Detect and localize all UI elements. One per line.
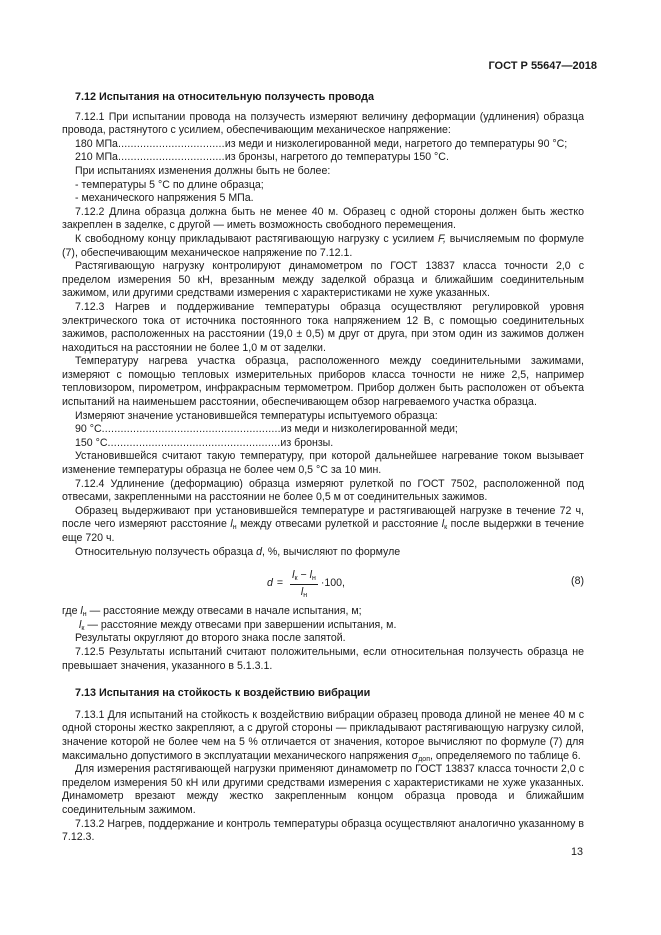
leader-line: 90 °С ......................................................... из меди и низколегированной меди; (75, 423, 458, 436)
leader-line: 150 °С ....................................................... из бронзы. (75, 436, 334, 449)
paragraph: Для измерения растягивающей нагрузки применяют динамометр по ГОСТ 13837 класса точности 2,0 с пределом измерения 50 кН или другими средствами измерения с характеристиками не хуже указанных. Динамометр врезают между жестко закрепленным концом образца провода и ближайшим соединительным зажимом. (62, 763, 584, 816)
paragraph: При испытаниях изменения должны быть не более: (75, 164, 331, 177)
formula-expression: d = $\frac{l_к - l_н}{l_н}$ ·100, (267, 569, 345, 599)
section-7-13-heading: 7.13 Испытания на стойкость к воздействию вибрации (75, 687, 371, 700)
list-item: - механического напряжения 5 МПа. (75, 192, 254, 205)
formula-fraction: $\frac{l_к - l_н}{l_н}$ (292, 569, 316, 599)
paragraph: 7.12.3 Нагрев и поддерживание температуры образца осуществляют регулировкой уровня электрического тока от источника постоянного тока напряжением 12 В, с помощью соединительных зажимов, расположенных на расстоянии (19,0 ± 0,5) м друг от друга, при этом один из зажимов должен находиться на расстоянии не более 1,0 м от заделки. (62, 300, 584, 354)
paragraph: Измеряют значение установившейся температуры испытуемого образца: (75, 409, 438, 422)
paragraph: Установившейся считают такую температуру, при которой дальнейшее нагревание током вызывает изменение температуры образца не более чем 0,5 °С за 10 мин. (62, 450, 584, 477)
paragraph: 7.12.5 Результаты испытаний считают положительными, если относительная ползучесть образца не превышает значения, указанного в 5.1.3.1. (62, 645, 584, 672)
paragraph: Температуру нагрева участка образца, расположенного между соединительными зажимами, измеряют с помощью тепловых измерительных приборов класса точности не ниже 2,5, например тепловизором, пирометром, инфракрасным термометром. Прибор должен быть расположен от объекта испытаний на наименьшем расстоянии, обеспечивающем обзор нагреваемого участка образца. (62, 355, 584, 409)
paragraph: К свободному концу прикладывают растягивающую нагрузку с усилием F, вычисляемым по формуле (7), обеспечивающим механическое напряжение по 7.12.1. (62, 232, 584, 259)
section-7-12-heading: 7.12 Испытания на относительную ползучесть провода (75, 91, 374, 103)
paragraph: 7.12.4 Удлинение (деформацию) образца измеряют рулеткой по ГОСТ 7502, расположенной под отвесами, закрепленными на расстоянии не более 0,5 м от соединительных зажимов. (62, 477, 584, 504)
paragraph: 7.13.1 Для испытаний на стойкость к воздействию вибрации образец провода длиной не менее 40 м с одной стороны жестко закрепляют, а с другой стороны — прикладывают растягивающую нагрузку силой, значение которой не более чем на 5 % отличается от значения, которое вычисляют по формуле (7) для максимально допустимого в эксплуатации механического напряжения $\sigma_{доп}$, определяемого по таблице 6. (62, 708, 584, 763)
standard-code-header: ГОСТ Р 55647—2018 (488, 60, 597, 72)
paragraph: Растягивающую нагрузку контролируют динамометром по ГОСТ 13837 класса точности 2,0 с пределом измерения 50 кН, врезанным между заделкой образца и ближайшим соединительным зажимом, или другими средствами измерения с характеристиками не хуже указанных. (62, 260, 584, 300)
list-item: - температуры 5 °С по длине образца; (75, 178, 264, 191)
paragraph: 7.12.2 Длина образца должна быть не менее 40 м. Образец с одной стороны должен быть жестко закреплен в заделке, с другой — иметь возможность свободного перемещения. (62, 205, 584, 232)
leader-line: 210 МПа .................................. из бронзы, нагретого до температуры 150 °С. (75, 151, 449, 164)
paragraph: Результаты округляют до второго знака после запятой. (75, 632, 346, 645)
page-number: 13 (571, 846, 584, 858)
document-body (62, 91, 584, 845)
formula-number: (8) (571, 575, 584, 588)
variable-definition: где $l_н$ — расстояние между отвесами в начале испытания, м; (62, 605, 362, 619)
variable-definition: $l_к$ — расстояние между отвесами при завершении испытания, м. (79, 618, 397, 632)
paragraph: Относительную ползучесть образца d, %, вычисляют по формуле (75, 545, 401, 558)
paragraph: 7.12.1 При испытании провода на ползучесть измеряют величину деформации (удлинения) образца провода, растянутого с усилием, обеспечивающим механическое напряжение: (62, 110, 584, 137)
paragraph: Образец выдерживают при установившейся температуре и растягивающей нагрузке в течение 72 ч, после чего измеряют расстояние $l_н$ между отвесами рулеткой и расстояние $l_к$ после выдержки в течение еще 720 ч. (62, 504, 584, 544)
formula-8 (62, 563, 584, 603)
leader-line: 180 МПа .................................. из меди и низколегированной меди, нагретого до температуры 90 °С; (75, 137, 568, 150)
paragraph: 7.13.2 Нагрев, поддержание и контроль температуры образца осуществляют аналогично указанному в 7.12.3. (62, 817, 584, 844)
